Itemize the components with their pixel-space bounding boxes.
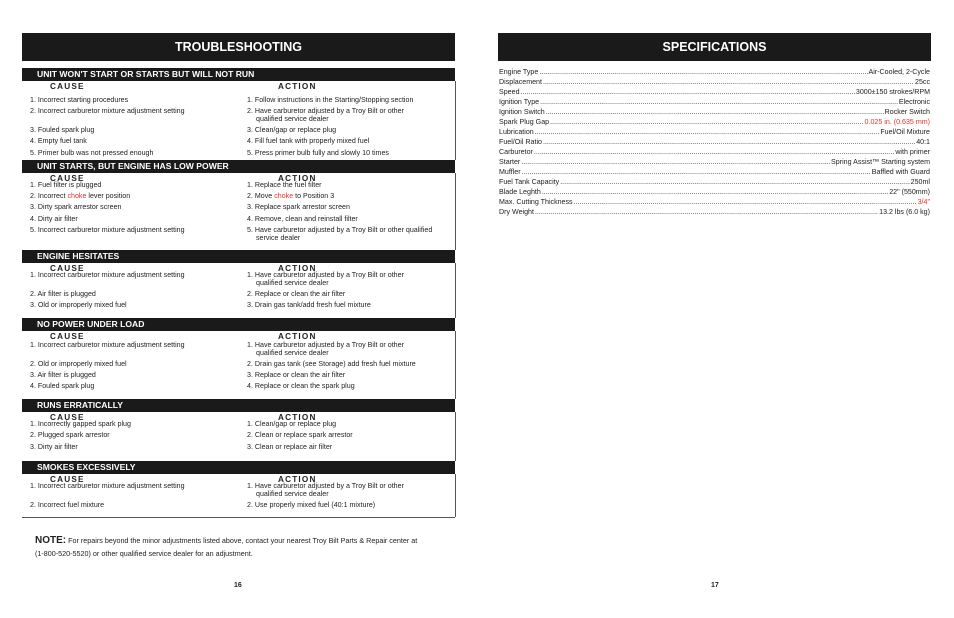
spec-row [499, 87, 930, 97]
action-line: qualified service dealer [256, 279, 329, 287]
action-text [247, 371, 457, 379]
section-right-rule [455, 331, 456, 399]
cause-column-header: CAUSE [50, 82, 85, 91]
cause-text: 2. Plugged spark arrestor [30, 431, 110, 439]
spec-label: Spark Plug Gap [499, 118, 550, 126]
spec-value: 250ml [910, 178, 930, 186]
column-headers [22, 82, 455, 92]
spec-row [499, 197, 930, 207]
cause-text: 2. Incorrect carburetor mixture adjustment setting [30, 107, 185, 115]
spec-label: Lubrication [499, 128, 534, 136]
cause-text: 3. Fouled spark plug [30, 126, 95, 134]
action-text [247, 382, 457, 390]
dot-leader [521, 87, 855, 97]
spec-value: 40:1 [916, 138, 930, 146]
section-right-rule [455, 412, 456, 461]
action-text [247, 482, 457, 498]
cause-text: 1. Incorrect carburetor mixture adjustment setting [30, 271, 185, 279]
dot-leader [521, 157, 830, 167]
spec-value: 3000±150 strokes/RPM [855, 88, 930, 96]
action-column-header: ACTION [278, 174, 317, 183]
action-column-header: ACTION [278, 413, 317, 422]
trouble-section [22, 318, 455, 399]
action-line: 2. Replace or clean the air filter [247, 290, 346, 298]
dot-leader [539, 67, 867, 77]
cause-text: 2. Air filter is plugged [30, 290, 96, 298]
action-line: 3. Replace or clean the air filter [247, 371, 346, 379]
action-text [247, 137, 457, 145]
spec-label: Max. Cutting Thickness [499, 198, 573, 206]
choke-highlight: choke [274, 192, 294, 200]
action-text [247, 271, 457, 287]
spec-row [499, 77, 930, 87]
cause-column-header: CAUSE [50, 174, 85, 183]
repair-note [35, 534, 455, 560]
dot-leader [535, 207, 878, 217]
action-line: 4. Remove, clean and reinstall filter [247, 215, 358, 223]
spec-row [499, 147, 930, 157]
section-header: SMOKES EXCESSIVELY [22, 461, 455, 474]
cause-text: 2. Incorrect fuel mixture [30, 501, 105, 509]
spec-label: Carburetor [499, 148, 533, 156]
spec-value: Spring Assist™ Starting system [831, 158, 930, 166]
action-line: 2. Have carburetor adjusted by a Troy Bilt or other [247, 107, 404, 115]
action-line: 3. Clean/gap or replace plug [247, 126, 337, 134]
dot-leader [534, 147, 894, 157]
trouble-section [22, 250, 455, 318]
action-column-header: ACTION [278, 475, 317, 484]
spec-label: Ignition Type [499, 98, 540, 106]
action-line: 2. Clean or replace spark arrestor [247, 431, 353, 439]
spec-row [499, 177, 930, 187]
dot-leader [543, 77, 914, 87]
action-text [247, 226, 457, 242]
action-text [247, 301, 457, 309]
cause-text: 3. Dirty spark arrestor screen [30, 203, 122, 211]
cause-text: 3. Dirty air filter [30, 443, 78, 451]
note-text-2: (1-800-520-5520) or other qualified service dealer for an adjustment. [35, 549, 253, 558]
cause-text: 2. Incorrect choke lever position [30, 192, 131, 200]
spec-value: 22" (550mm) [889, 188, 930, 196]
cause-column-header: CAUSE [50, 413, 85, 422]
cause-column-header: CAUSE [50, 264, 85, 273]
trouble-section [22, 461, 455, 517]
section-header: ENGINE HESITATES [22, 250, 455, 263]
action-text [247, 96, 457, 104]
action-text [247, 107, 457, 123]
section-header: NO POWER UNDER LOAD [22, 318, 455, 331]
action-line: 4. Replace or clean the spark plug [247, 382, 355, 390]
action-line: 3. Drain gas tank/add fresh fuel mixture [247, 301, 371, 309]
action-line: 1. Follow instructions in the Starting/Stopping section [247, 96, 414, 104]
cause-text: 5. Primer bulb was not pressed enough [30, 149, 154, 157]
spec-value: Rocker Switch [884, 108, 930, 116]
action-line: 1. Have carburetor adjusted by a Troy Bilt or other [247, 271, 404, 279]
trouble-section [22, 160, 455, 250]
spec-label: Dry Weight [499, 208, 534, 216]
action-text [247, 126, 457, 134]
section-header: UNIT STARTS, BUT ENGINE HAS LOW POWER [22, 160, 455, 173]
spec-label: Muffler [499, 168, 521, 176]
note-text: For repairs beyond the minor adjustments listed above, contact your nearest Troy Bilt Parts & Repair center at [68, 536, 418, 545]
section-right-rule [455, 263, 456, 318]
action-line: 1. Have carburetor adjusted by a Troy Bilt or other [247, 482, 404, 490]
action-column-header: ACTION [278, 332, 317, 341]
spec-label: Displacement [499, 78, 542, 86]
dot-leader [542, 187, 888, 197]
spec-value: 13.2 lbs (6.0 kg) [879, 208, 930, 216]
action-line: 2. Use properly mixed fuel (40:1 mixture) [247, 501, 376, 509]
action-text [247, 149, 457, 157]
spec-value: 25cc [915, 78, 930, 86]
spec-label: Speed [499, 88, 520, 96]
action-text [247, 181, 457, 189]
dot-leader [543, 137, 915, 147]
dot-leader [550, 117, 863, 127]
action-line: 3. Replace spark arrestor screen [247, 203, 350, 211]
section-header: RUNS ERRATICALLY [22, 399, 455, 412]
cause-text: 5. Incorrect carburetor mixture adjustment setting [30, 226, 185, 234]
spec-row [499, 187, 930, 197]
dot-leader [574, 197, 917, 207]
action-line: qualified service dealer [256, 115, 329, 123]
action-text [247, 443, 457, 451]
cause-text: 1. Incorrect carburetor mixture adjustment setting [30, 341, 185, 349]
specifications-table [499, 67, 930, 217]
action-line: 4. Fill fuel tank with properly mixed fuel [247, 137, 370, 145]
action-text [247, 203, 457, 211]
action-line: 1. Have carburetor adjusted by a Troy Bilt or other [247, 341, 404, 349]
cause-text: 4. Empty fuel tank [30, 137, 87, 145]
troubleshooting-title: TROUBLESHOOTING [22, 33, 455, 61]
spec-row [499, 167, 930, 177]
spec-label: Starter [499, 158, 521, 166]
spec-row [499, 127, 930, 137]
spec-label: Engine Type [499, 68, 539, 76]
cause-text: 1. Incorrect starting procedures [30, 96, 129, 104]
section-right-rule [455, 474, 456, 517]
cause-text: 1. Fuel filter is plugged [30, 181, 102, 189]
action-line: 5. Press primer bulb fully and slowly 10 times [247, 149, 389, 157]
note-label: NOTE: [35, 535, 67, 546]
action-text [247, 501, 457, 509]
action-line: 1. Clean/gap or replace plug [247, 420, 337, 428]
spec-value: Air-Cooled, 2-Cycle [868, 68, 930, 76]
spec-row [499, 137, 930, 147]
dot-leader [560, 177, 909, 187]
section-right-rule [455, 81, 456, 160]
action-text [247, 431, 457, 439]
page-number-right: 17 [711, 582, 719, 589]
cause-column-header: CAUSE [50, 475, 85, 484]
spec-value: Electronic [898, 98, 930, 106]
cause-text: 1. Incorrect carburetor mixture adjustment setting [30, 482, 185, 490]
section-right-rule [455, 173, 456, 250]
spec-row [499, 97, 930, 107]
action-text [247, 341, 457, 357]
trouble-section [22, 68, 455, 160]
action-line: qualified service dealer [256, 490, 329, 498]
action-line: 5. Have carburetor adjusted by a Troy Bilt or other qualified [247, 226, 433, 234]
action-line: service dealer [256, 234, 301, 242]
spec-row [499, 67, 930, 77]
cause-text: 2. Old or improperly mixed fuel [30, 360, 127, 368]
action-line: 3. Clean or replace air filter [247, 443, 333, 451]
dot-leader [540, 97, 898, 107]
section-header: UNIT WON'T START OR STARTS BUT WILL NOT RUN [22, 68, 455, 81]
action-line: 1. Replace the fuel filter [247, 181, 322, 189]
spec-value: Baffled with Guard [871, 168, 930, 176]
spec-label: Fuel/Oil Ratio [499, 138, 542, 146]
page-number-left: 16 [234, 582, 242, 589]
bottom-rule [22, 517, 455, 518]
cause-text: 4. Fouled spark plug [30, 382, 95, 390]
cause-text: 3. Old or improperly mixed fuel [30, 301, 127, 309]
cause-column-header: CAUSE [50, 332, 85, 341]
spec-value: 0.025 in. (0.635 mm) [864, 118, 930, 126]
action-text [247, 420, 457, 428]
action-line: qualified service dealer [256, 349, 329, 357]
choke-highlight: choke [67, 192, 87, 200]
spec-row [499, 117, 930, 127]
spec-value: Fuel/Oil Mixture [880, 128, 930, 136]
spec-label: Blade Leghth [499, 188, 541, 196]
trouble-section [22, 399, 455, 461]
action-text: 2. Move choke to Position 3 [247, 192, 335, 200]
action-column-header: ACTION [278, 264, 317, 273]
specifications-title: SPECIFICATIONS [498, 33, 931, 61]
action-text [247, 215, 457, 223]
action-line: 2. Drain gas tank (see Storage) add fresh fuel mixture [247, 360, 416, 368]
spec-value: 3/4" [917, 198, 930, 206]
action-text [247, 290, 457, 298]
spec-value: with primer [895, 148, 930, 156]
dot-leader [522, 167, 871, 177]
spec-label: Ignition Switch [499, 108, 545, 116]
spec-row [499, 107, 930, 117]
spec-row [499, 157, 930, 167]
action-text [247, 360, 457, 368]
dot-leader [546, 107, 884, 117]
cause-text: 4. Dirty air filter [30, 215, 78, 223]
dot-leader [535, 127, 880, 137]
cause-text: 3. Air filter is plugged [30, 371, 96, 379]
spec-label: Fuel Tank Capacity [499, 178, 560, 186]
cause-text: 1. Incorrectly gapped spark plug [30, 420, 131, 428]
spec-row [499, 207, 930, 217]
action-column-header: ACTION [278, 82, 317, 91]
